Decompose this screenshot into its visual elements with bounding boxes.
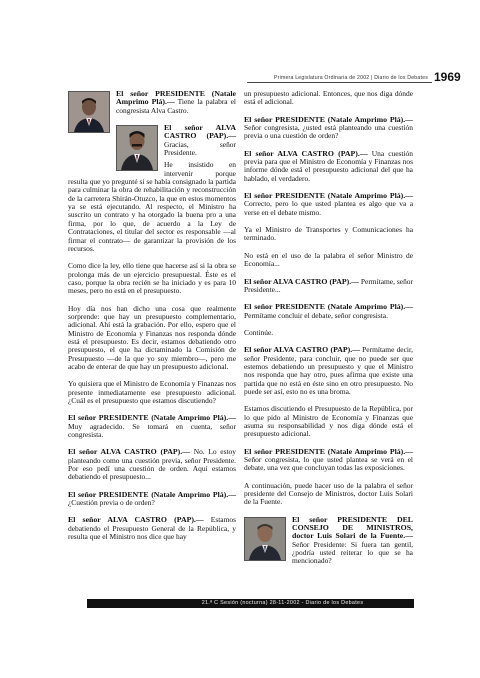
speaker-name: El señor ALVA CASTRO (PAP).—: [164, 123, 236, 141]
speaker-name: El señor ALVA CASTRO (PAP).—: [244, 148, 368, 158]
running-header: [247, 71, 432, 83]
paragraph: [244, 516, 413, 566]
portrait-luis-solari-icon: [244, 517, 286, 561]
speaker-name: El señor PRESIDENTE DEL CONSEJO DE MINISTROS, doctor Luis Solari de la Fuente.—: [292, 514, 413, 541]
speaker-name: El señor PRESIDENTE (Natale Amprimo Plá).—: [116, 89, 236, 107]
speech-text: ¿Cuestión previa o de orden?: [68, 498, 155, 508]
speech-text: No. Lo estoy planteando como una cuestión previa, señor Presidente. Por eso pedí una cuestión de orden. Aquí estamos debatiendo el presupuesto...: [68, 447, 236, 482]
speech-text: Muy agradecido. Se tomará en cuenta, señor congresista.: [68, 421, 236, 440]
left-column: [68, 90, 236, 541]
speaker-name: El señor ALVA CASTRO (PAP).—: [244, 345, 360, 355]
paragraph: [244, 448, 413, 473]
paragraph: [244, 303, 413, 320]
portrait-alva-castro-icon: [116, 125, 158, 171]
speech-text: Continúe.: [244, 327, 274, 337]
paragraph: [68, 414, 236, 439]
paragraph: [68, 90, 236, 115]
paragraph: [244, 116, 413, 141]
speaker-name: El señor ALVA CASTRO (PAP).—: [68, 515, 204, 525]
speech-text: un presupuesto adicional. Entonces, que nos diga dónde está el adicional.: [244, 89, 413, 107]
paragraph: [244, 329, 413, 337]
paragraph: [244, 252, 413, 269]
speech-text: Señor Presidente: Si fuera tan gentil, ¿podría usted reiterar lo que se ha mencionado?: [292, 539, 413, 566]
speaker-name: El señor PRESIDENTE (Natale Amprimo Plá).—: [244, 191, 413, 201]
speaker-name: El señor PRESIDENTE (Natale Amprimo Plá).—: [68, 489, 236, 499]
speech-text: Permítame decir, señor Presidente, para concluir, que no puede ser que estemos debatiendo un presupuesto y que el Ministro nos responda que hay otro, pues afirma que existe una partida que no está en éste sino en otro presupuesto. No puede ser así, esto no es una broma.: [244, 345, 413, 396]
speech-text: Permítame concluir el debate, señor congresista.: [244, 310, 388, 320]
paragraph: [68, 380, 236, 405]
paragraph: [244, 192, 413, 217]
paragraph: [68, 516, 236, 541]
paragraph: [244, 90, 413, 107]
speech-text: Yo quisiera que el Ministro de Economía y Finanzas nos presente inmediatamente ese presupuesto adicional. ¿Cuál es el presupuesto que estamos discutiendo?: [68, 379, 237, 405]
speech-text: Correcto, pero lo que usted plantea es algo que va a verse en el debate mismo.: [244, 199, 413, 217]
speech-text: Hoy día nos han dicho una cosa que realmente sorprende: que hay un presupuesto complementario, adicional. Ahí está la grabación. Por ello, espero que el Ministro de Economía y Finanzas nos responda dónde está el presupuesto. Es decir, estamos debatiendo otro presupuesto, el que ha dictaminado la Comisión de Presupuesto —de la que yo soy miembro—, pero me acabo de enterar de que hay un presupuesto adicional.: [68, 303, 236, 371]
speech-text: He insistido en intervenir porque resulta que yo pregunté si se había consignado la partida para culminar la obra de rehabilitación y reconstrucción de la carretera Shirán-Otuzco, la que en estos momentos ya se está ejecutando. Al respecto, el Ministro ha suscrito un contrato y ha otorgado la buena pro a una firma, por lo que, de acuerdo a la Ley de Contrataciones, el titular del sector es responsable —al firmar el contrato— de garantizar la provisión de los recursos.: [68, 160, 236, 253]
speaker-name: El señor PRESIDENTE (Natale Amprimo Plá).—: [244, 114, 413, 124]
paragraph: [244, 405, 413, 438]
speech-text: Señor congresista, lo que usted plantea se verá en el debate, una vez que concluyan todas las exposiciones.: [244, 455, 413, 473]
paragraph: [244, 346, 413, 396]
page-number: 1969: [434, 70, 461, 84]
portrait-natale-amprimo-icon: [68, 91, 110, 133]
paragraph: [244, 278, 413, 295]
paragraph: [68, 491, 236, 508]
paragraph: [68, 448, 236, 481]
footer-bar: [87, 599, 414, 608]
paragraph: [68, 161, 236, 253]
speech-text: Una cuestión previa para que el Ministro de Economía y Finanzas nos informe dónde está el presupuesto adicional del que ha hablado, el verdadero.: [244, 148, 413, 183]
paragraph: [244, 226, 413, 243]
paragraph: [68, 305, 236, 372]
header-text: Primera Legislatura Ordinaria de 2002 | Diario de los Debates: [274, 75, 428, 81]
speech-text: Estamos discutiendo el Presupuesto de la República, por lo que pido al Ministro de Economía y Finanzas que asuma su responsabilidad y nos diga dónde está el presupuesto adicional.: [244, 404, 413, 439]
paragraph: [244, 482, 413, 507]
speaker-name: El señor PRESIDENTE (Natale Amprimo Plá).—: [68, 413, 236, 423]
speech-text: A continuación, puede hacer uso de la palabra el señor presidente del Consejo de Ministros, doctor Luis Solari de la Fuente.: [244, 480, 413, 507]
speech-text: Gracias, señor Presidente.: [164, 139, 236, 158]
speaker-name: El señor ALVA CASTRO (PAP).—: [68, 447, 191, 457]
speech-text: Como dice la ley, ello tiene que hacerse así si la obra se prolonga más de un ejercicio presupuestal. Éste es el caso, porque la obra recién se ha iniciado y es para 10 meses, pero no está en el presupuesto.: [68, 261, 236, 296]
footer-text: 21.ª C Sesión (nocturna) 28-11-2002 - Diario de los Debates: [201, 600, 364, 606]
speaker-name: El señor ALVA CASTRO (PAP).—: [244, 276, 359, 286]
paragraph: [244, 150, 413, 183]
speaker-name: El señor PRESIDENTE (Natale Amprimo Plá).—: [244, 302, 413, 312]
speech-text: Ya el Ministro de Transportes y Comunicaciones ha terminado.: [244, 225, 413, 243]
speech-text: Tiene la palabra el congresista Alva Castro.: [116, 97, 236, 115]
speaker-name: El señor PRESIDENTE (Natale Amprimo Plá).—: [244, 446, 413, 456]
right-column: [244, 90, 413, 566]
speech-text: Permítame, señor Presidente...: [244, 276, 413, 294]
speech-text: Estamos debatiendo el Presupuesto General de la República, y resulta que el Ministro nos dice que hay: [68, 515, 236, 542]
header-rule: [247, 82, 432, 83]
speech-text: No está en el uso de la palabra el señor Ministro de Economía...: [244, 250, 413, 269]
paragraph: [68, 262, 236, 295]
speech-text: Señor congresista, ¿usted está planteando una cuestión previa o una cuestión de orden?: [244, 123, 413, 141]
